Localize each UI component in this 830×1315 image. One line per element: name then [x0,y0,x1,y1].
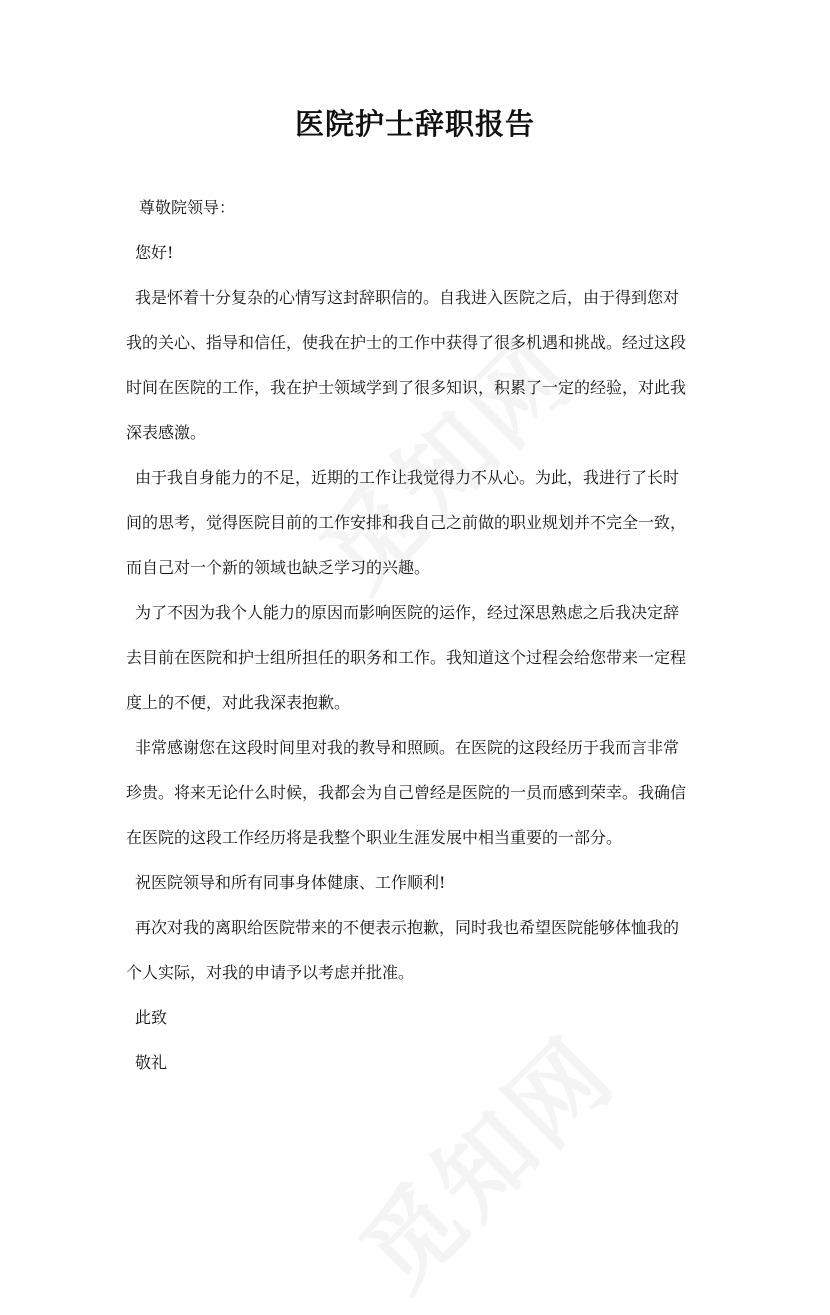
paragraph-line: 再次对我的离职给医院带来的不便表示抱歉，同时我也希望医院能够体恤我的 [135,918,680,937]
paragraph-line: 而自己对一个新的领域也缺乏学习的兴趣。 [126,558,431,577]
paragraph-line: 在医院的这段工作经历将是我整个职业生涯发展中相当重要的一部分。 [126,828,623,847]
paragraph-line: 深表感激。 [126,423,207,442]
paragraph-line: 祝医院领导和所有同事身体健康、工作顺利! [135,873,446,892]
greeting: 您好! [135,243,174,262]
paragraph-line: 时间在医院的工作，我在护士领域学到了很多知识，积累了一定的经验，对此我 [126,378,687,397]
document-body [126,195,716,1076]
paragraph-1 [126,285,716,446]
paragraph-line: 由于我自身能力的不足，近期的工作让我觉得力不从心。为此，我进行了长时 [135,468,680,487]
paragraph-4 [126,735,716,851]
paragraph-line: 为了不因为我个人能力的原因而影响医院的运作，经过深思熟虑之后我决定辞 [135,603,680,622]
paragraph-3 [126,600,716,716]
document-title: 医院护士辞职报告 [294,107,535,141]
paragraph-line: 去目前在医院和护士组所担任的职务和工作。我知道这个过程会给您带来一定程 [126,648,687,667]
closing-salute: 敬礼 [135,1053,168,1072]
paragraph-5 [126,870,716,896]
paragraph-2 [126,465,716,581]
paragraph-line: 珍贵。将来无论什么时候，我都会为自己曾经是医院的一员而感到荣幸。我确信 [126,783,687,802]
salutation: 尊敬院领导： [139,198,236,217]
paragraph-line: 个人实际，对我的申请予以考虑并批准。 [126,963,415,982]
paragraph-line: 度上的不便，对此我深表抱歉。 [126,693,351,712]
closing-regards: 此致 [135,1008,168,1027]
paragraph-6 [126,915,716,986]
paragraph-line: 我是怀着十分复杂的心情写这封辞职信的。自我进入医院之后，由于得到您对 [135,288,680,307]
paragraph-line: 我的关心、指导和信任，使我在护士的工作中获得了很多机遇和挑战。经过这段 [126,333,687,352]
paragraph-line: 间的思考，觉得医院目前的工作安排和我自己之前做的职业规划并不完全一致， [126,513,687,532]
paragraph-line: 非常感谢您在这段时间里对我的教导和照顾。在医院的这段经历于我而言非常 [135,738,680,757]
